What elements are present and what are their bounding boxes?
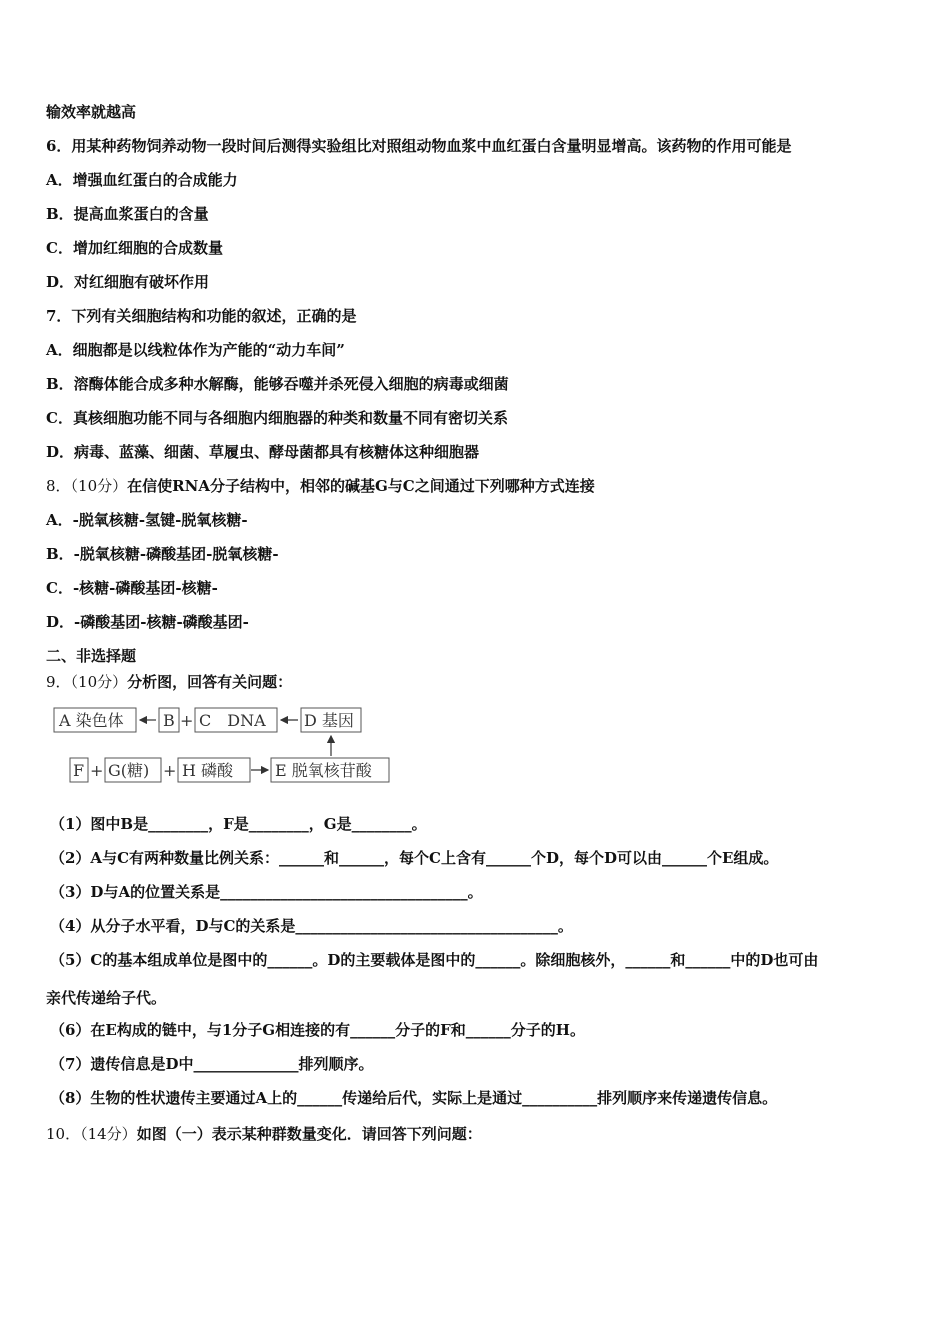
label-b: B <box>163 711 175 730</box>
question-6-option-d: D．对红细胞有破坏作用 <box>46 273 210 291</box>
question-9-stem <box>46 672 292 692</box>
label-c: C DNA <box>199 711 266 730</box>
question-9-part-8: （8）生物的性状遗传主要通过A上的______传递给后代，实际上是通过__________排列顺序来传递遗传信息。 <box>50 1089 778 1107</box>
question-6-option-c: C．增加红细胞的合成数量 <box>46 239 223 257</box>
question-7-option-d: D．病毒、蓝藻、细菌、草履虫、酵母菌都具有核糖体这种细胞器 <box>46 443 480 461</box>
question-8-option-c: C．-核糖-磷酸基团-核糖- <box>46 579 218 597</box>
question-9-text: 分析图，回答有关问题： <box>127 673 293 691</box>
label-f: F <box>73 761 85 780</box>
question-9-score: （10分） <box>70 673 128 691</box>
question-6-stem: 6．用某种药物饲养动物一段时间后测得实验组比对照组动物血浆中血红蛋白含量明显增高。该药物的作用可能是 <box>46 137 792 155</box>
question-8-option-a: A．-脱氧核糖-氢键-脱氧核糖- <box>46 511 248 529</box>
plus-gh: + <box>163 761 177 780</box>
label-d: D 基因 <box>304 711 354 730</box>
question-9-number: 9． <box>46 673 71 691</box>
question-8-stem <box>46 476 595 496</box>
label-g: G(糖) <box>108 761 150 780</box>
question-7-option-b: B．溶酶体能合成多种水解酶，能够吞噬并杀死侵入细胞的病毒或细菌 <box>46 375 509 393</box>
question-8-option-d: D．-磷酸基团-核糖-磷酸基团- <box>46 613 249 631</box>
label-h: H 磷酸 <box>182 761 234 780</box>
label-a: A 染色体 <box>59 711 124 730</box>
plus-fg: + <box>90 761 104 780</box>
question-10-number: 10． <box>46 1125 81 1143</box>
question-10-score: （14分） <box>80 1125 137 1143</box>
question-9-part-6: （6）在E构成的链中，与1分子G相连接的有______分子的F和______分子的H。 <box>50 1021 585 1039</box>
gene-structure-diagram <box>52 702 392 788</box>
question-9-part-4: （4）从分子水平看，D与C的关系是___________________________________。 <box>50 917 573 935</box>
question-7-option-a: A．细胞都是以线粒体作为产能的“动力车间” <box>46 341 345 359</box>
question-9-part-3: （3）D与A的位置关系是_________________________________。 <box>50 883 483 901</box>
section-heading: 二、非选择题 <box>46 647 137 665</box>
question-7-option-c: C．真核细胞功能不同与各细胞内细胞器的种类和数量不同有密切关系 <box>46 409 508 427</box>
question-6-option-b: B．提高血浆蛋白的含量 <box>46 205 209 223</box>
label-e: E 脱氧核苷酸 <box>275 761 372 780</box>
question-8-text: 在信使RNA分子结构中，相邻的碱基G与C之间通过下列哪种方式连接 <box>127 477 595 495</box>
plus-bc: + <box>180 711 194 730</box>
question-10-stem <box>46 1124 482 1144</box>
question-7-stem: 7．下列有关细胞结构和功能的叙述，正确的是 <box>46 307 357 325</box>
question-9-part-1: （1）图中B是________，F是________，G是________。 <box>50 815 427 833</box>
question-10-text: 如图（一）表示某种群数量变化．请回答下列问题： <box>136 1125 482 1143</box>
question-9-part-5-cont: 亲代传递给子代。 <box>46 989 167 1007</box>
question-8-score: （10分） <box>70 477 128 495</box>
question-9-part-2: （2）A与C有两种数量比例关系：______和______，每个C上含有______个D，每个D可以由______个E组成。 <box>50 849 779 867</box>
question-8-option-b: B．-脱氧核糖-磷酸基团-脱氧核糖- <box>46 545 279 563</box>
continued-text: 输效率就越高 <box>46 103 137 121</box>
question-9-part-7: （7）遗传信息是D中______________排列顺序。 <box>50 1055 374 1073</box>
question-9-part-5: （5）C的基本组成单位是图中的______。D的主要载体是图中的______。除细胞核外，______和______中的D也可由 <box>50 951 819 969</box>
question-8-number: 8． <box>46 477 71 495</box>
question-6-option-a: A．增强血红蛋白的合成能力 <box>46 171 238 189</box>
